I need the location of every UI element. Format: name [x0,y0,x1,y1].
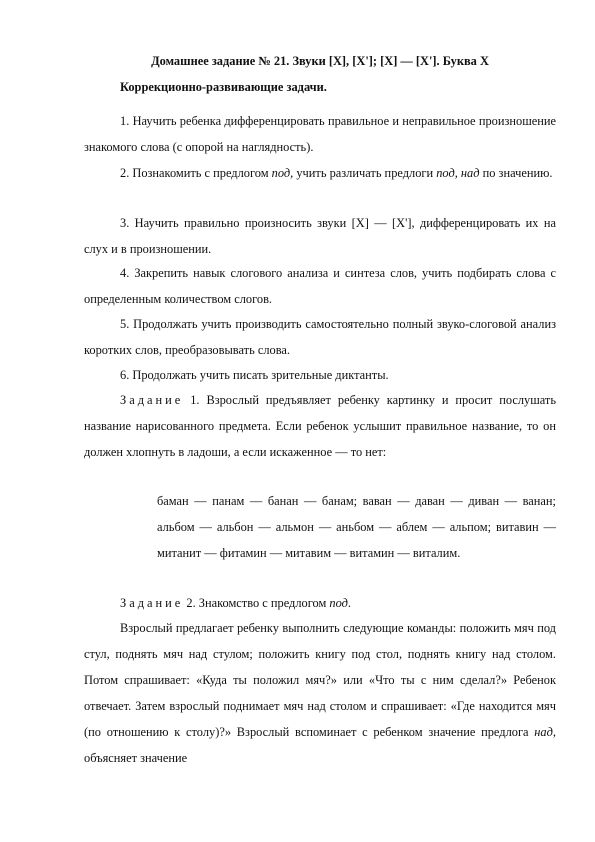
exercise-2-heading-end: . [347,596,351,610]
exercise-2-heading-text: 2. Знакомство с предлогом [183,596,330,610]
task-3: 3. Научить правильно произносить звуки [Х] — [Х'], дифференцировать их на слух и в произношении. [84,216,556,256]
exercise-2-heading [84,590,556,616]
task-5: 5. Продолжать учить производить самостоятельно полный звуко-слоговой анализ коротких слов, преобразовывать слова. [84,317,556,357]
exercise-1-number: 1. [183,393,200,407]
exercise-1-text: Взрослый предъявляет ребенку картинку и просит послушать название нарисованного предмета. Если ребенок услышит правильное название, то он должен хлопнуть в ладоши, а если искаженное — то нет: [84,393,556,459]
task-2-text-c: учить различать предлоги [293,166,437,180]
exercise-2-body [84,615,556,771]
task-2-pod-nad: под, над [436,166,480,180]
task-6: 6. Продолжать учить писать зрительные диктанты. [120,368,389,382]
exercise-2-nad: над, [534,725,556,739]
task-1: 1. Научить ребенка дифференцировать правильное и неправильное произношение знакомого слова (с опорой на наглядность). [84,114,556,154]
task-2-text-a: 2. Познакомить с предлогом [120,166,272,180]
exercise-1-label: Задание [120,393,184,407]
section-subtitle: Коррекционно-развивающие задачи. [120,80,327,94]
exercise-2-label: Задание [120,596,184,610]
exercise-1 [84,387,556,465]
task-4: 4. Закрепить навык слогового анализа и синтеза слов, учить подбирать слова с определенным количеством слогов. [84,266,556,306]
task-2 [84,160,556,186]
task-2-pod: под, [271,166,294,180]
exercise-2-pod: под [329,596,348,610]
exercise-2-text-b: объясняет значение [84,751,188,765]
exercise-2-text-a: Взрослый предлагает ребенку выполнить следующие команды: положить мяч под стул, поднять мяч над стулом; положить книгу под стол, поднять книгу над столом. Потом спрашивает: «Куда ты положил мяч?» или «Что ты с ним сделал?» Ребенок отвечает. Затем взрослый поднимает мяч над столом и спрашивает: «Где находится мяч (по отношению к столу)?» Взрослый вспоминает с ребенком значение предлога [84,621,556,739]
task-2-text-e: по значению. [479,166,553,180]
page-title: Домашнее задание № 21. Звуки [Х], [Х']; [Х] — [Х']. Буква Х [151,54,489,68]
exercise-1-word-list: баман — панам — банан — банам; ваван — даван — диван — ванан; альбом — альбон — альмон — аньбом — аблем — альпом; витавин — митанит — фитамин — митавим — витамин — виталим. [157,494,556,560]
